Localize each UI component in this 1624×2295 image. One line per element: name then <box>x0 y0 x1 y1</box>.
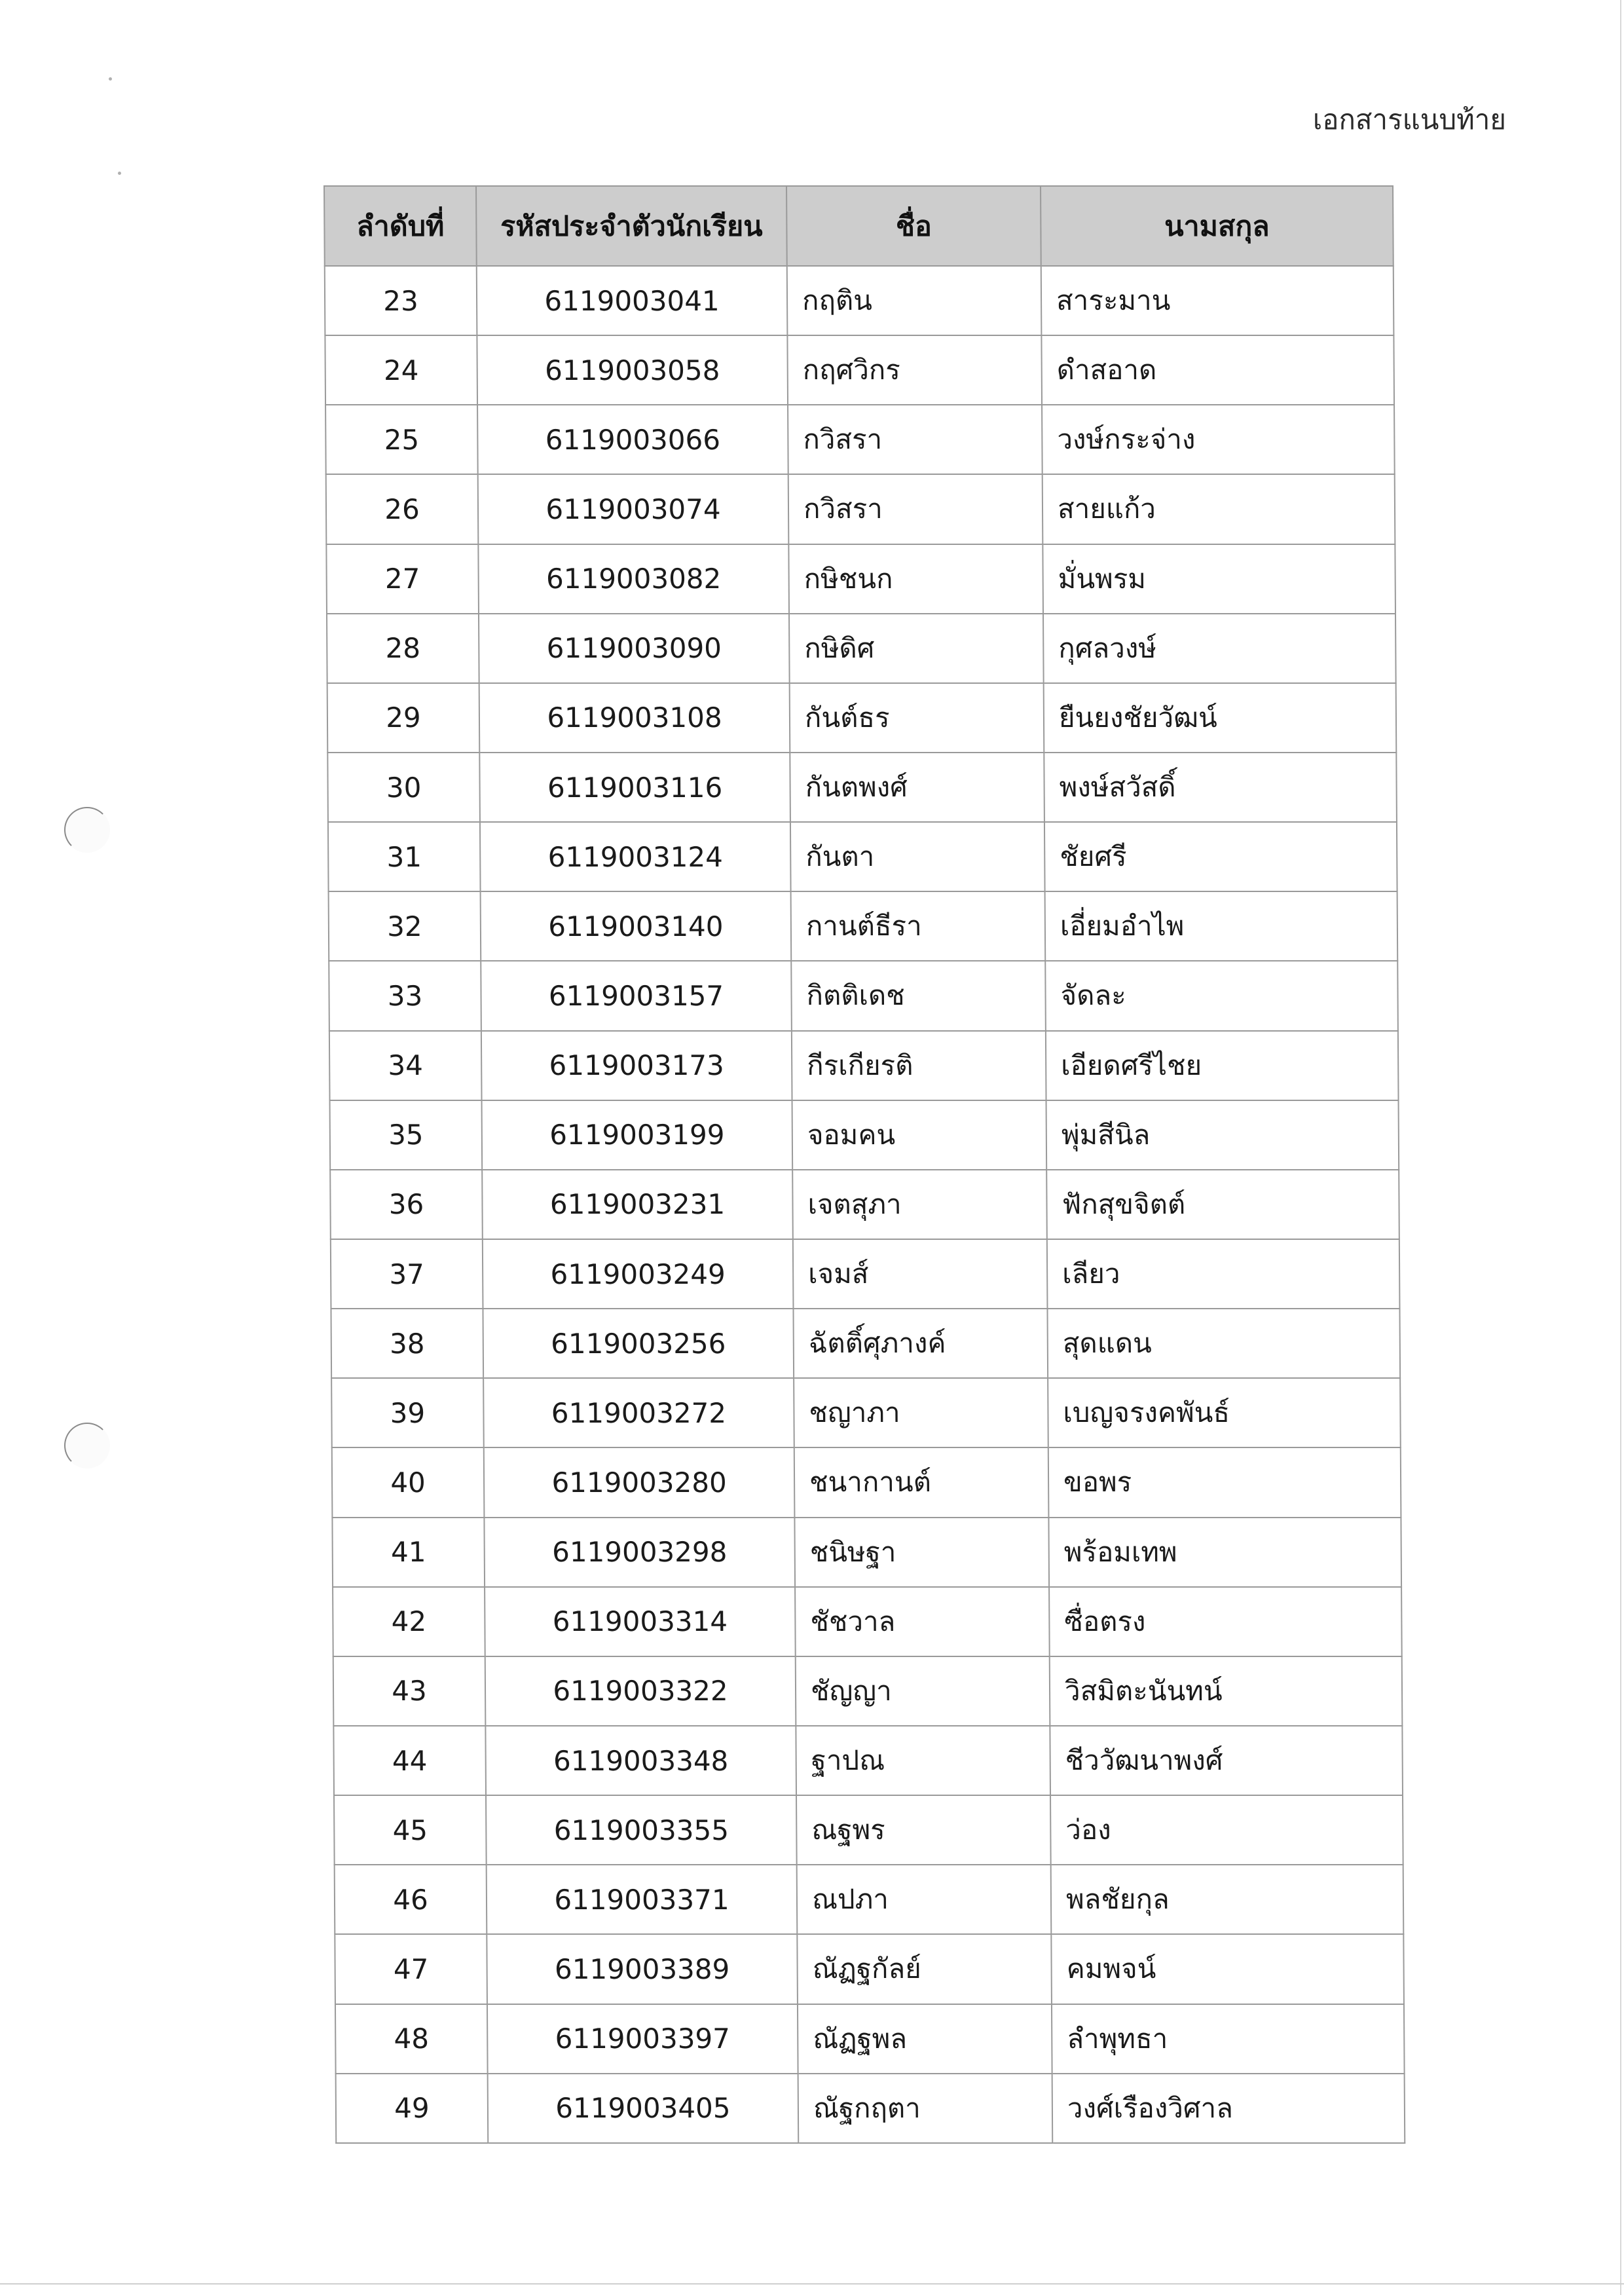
table-row <box>332 1518 1401 1587</box>
punch-hole <box>64 807 110 853</box>
page-edge <box>1620 0 1621 2295</box>
cell-first-name: กฤติน <box>787 266 1042 335</box>
cell-first-name: กวิสรา <box>788 474 1043 544</box>
cell-first-name: กันตพงศ์ <box>790 753 1044 822</box>
cell-last-name: วงษ์กระจ่าง <box>1042 405 1395 474</box>
cell-first-name: ณัฏฐกัลย์ <box>797 1934 1052 2004</box>
cell-last-name: วิสมิตะนันทน์ <box>1050 1656 1403 1726</box>
table-row <box>335 1934 1404 2004</box>
cell-first-name: กิตติเดช <box>791 961 1046 1030</box>
cell-student-id: 6119003389 <box>487 1934 798 2004</box>
cell-first-name: กานต์ธีรา <box>791 891 1046 961</box>
cell-last-name: ซื่อตรง <box>1049 1587 1402 1656</box>
cell-seq: 36 <box>330 1170 483 1239</box>
cell-seq: 35 <box>330 1100 483 1170</box>
cell-last-name: ชัยศรี <box>1044 822 1397 891</box>
cell-seq: 27 <box>326 544 479 614</box>
cell-seq: 47 <box>335 1934 487 2004</box>
cell-seq: 31 <box>328 822 481 891</box>
cell-last-name: จัดละ <box>1045 961 1398 1030</box>
cell-student-id: 6119003124 <box>480 822 791 891</box>
table-row <box>330 1170 1399 1239</box>
cell-last-name: ว่อง <box>1050 1795 1403 1865</box>
scan-speck <box>109 77 112 81</box>
cell-first-name: ณัฐกฤตา <box>798 2074 1053 2143</box>
cell-seq: 32 <box>329 891 481 961</box>
cell-student-id: 6119003256 <box>483 1309 794 1378</box>
cell-student-id: 6119003116 <box>479 753 790 822</box>
cell-first-name: กษิดิศ <box>789 614 1044 683</box>
cell-seq: 28 <box>327 614 479 683</box>
cell-student-id: 6119003371 <box>487 1865 798 1934</box>
cell-first-name: ฉัตติ์ศุภางค์ <box>793 1309 1048 1378</box>
cell-student-id: 6119003108 <box>479 683 790 753</box>
cell-student-id: 6119003074 <box>478 474 789 544</box>
table-row <box>328 822 1397 891</box>
cell-seq: 48 <box>335 2004 488 2074</box>
table-row <box>327 683 1397 753</box>
cell-student-id: 6119003405 <box>488 2074 799 2143</box>
cell-student-id: 6119003322 <box>485 1656 796 1726</box>
cell-last-name: พร้อมเทพ <box>1048 1518 1401 1587</box>
cell-first-name: ชัชวาล <box>795 1587 1050 1656</box>
cell-student-id: 6119003397 <box>487 2004 798 2074</box>
table-row <box>332 1447 1401 1517</box>
table-row <box>329 961 1398 1030</box>
cell-student-id: 6119003090 <box>479 614 790 683</box>
cell-first-name: ชนากานต์ <box>794 1447 1049 1517</box>
cell-student-id: 6119003355 <box>486 1795 797 1865</box>
cell-seq: 49 <box>336 2074 489 2143</box>
header-seq: ลำดับที่ <box>324 186 477 266</box>
table-row <box>329 1031 1399 1100</box>
cell-first-name: ชนิษฐา <box>794 1518 1049 1587</box>
cell-last-name: เบญจรงคพันธ์ <box>1048 1378 1401 1447</box>
cell-seq: 46 <box>335 1865 487 1934</box>
cell-seq: 23 <box>325 266 477 335</box>
cell-last-name: กุศลวงษ์ <box>1043 614 1396 683</box>
cell-first-name: ฐาปณ <box>796 1726 1050 1795</box>
cell-first-name: กันต์ธร <box>790 683 1044 753</box>
table-row <box>325 335 1394 405</box>
cell-first-name: ณฐพร <box>796 1795 1051 1865</box>
cell-first-name: ชัญญา <box>796 1656 1050 1726</box>
cell-seq: 41 <box>332 1518 485 1587</box>
cell-student-id: 6119003082 <box>478 544 789 614</box>
cell-student-id: 6119003058 <box>477 335 788 405</box>
cell-first-name: กันตา <box>790 822 1045 891</box>
header-student-id: รหัสประจำตัวนักเรียน <box>476 186 787 266</box>
cell-first-name: ชญาภา <box>794 1378 1048 1447</box>
header-last-name: นามสกุล <box>1041 186 1393 266</box>
cell-last-name: สุดแดน <box>1047 1309 1400 1378</box>
table-row <box>325 405 1395 474</box>
cell-student-id: 6119003157 <box>481 961 792 1030</box>
cell-last-name: ฟักสุขจิตต์ <box>1046 1170 1399 1239</box>
cell-student-id: 6119003298 <box>484 1518 795 1587</box>
table-row <box>331 1239 1400 1309</box>
table-row <box>336 2074 1405 2143</box>
cell-seq: 25 <box>325 405 478 474</box>
cell-last-name: ดำสอาด <box>1041 335 1394 405</box>
cell-student-id: 6119003249 <box>483 1239 794 1309</box>
table-row <box>335 2004 1405 2074</box>
cell-student-id: 6119003041 <box>477 266 788 335</box>
cell-first-name: กีรเกียรติ <box>792 1031 1046 1100</box>
cell-student-id: 6119003280 <box>484 1447 795 1517</box>
table-body <box>325 266 1405 2143</box>
table-row <box>335 1865 1404 1934</box>
cell-last-name: วงศ์เรืองวิศาล <box>1052 2074 1405 2143</box>
cell-seq: 40 <box>332 1447 485 1517</box>
page-edge <box>0 2283 1624 2285</box>
cell-last-name: สายแก้ว <box>1043 474 1395 544</box>
cell-seq: 37 <box>331 1239 483 1309</box>
cell-student-id: 6119003348 <box>485 1726 796 1795</box>
cell-last-name: ยืนยงชัยวัฒน์ <box>1044 683 1397 753</box>
cell-student-id: 6119003173 <box>481 1031 792 1100</box>
cell-student-id: 6119003140 <box>481 891 792 961</box>
cell-first-name: ณัฏฐพล <box>798 2004 1052 2074</box>
cell-last-name: พลชัยกุล <box>1051 1865 1404 1934</box>
table-row <box>333 1656 1403 1726</box>
table-row <box>325 266 1394 335</box>
cell-last-name: เอียดศรีไชย <box>1046 1031 1399 1100</box>
cell-student-id: 6119003199 <box>482 1100 793 1170</box>
cell-seq: 26 <box>326 474 479 544</box>
table-header-row <box>324 186 1393 266</box>
header-first-name: ชื่อ <box>786 186 1041 266</box>
cell-last-name: พงษ์สวัสดิ์ <box>1044 753 1397 822</box>
cell-first-name: จอมคน <box>792 1100 1047 1170</box>
cell-last-name: พุ่มสีนิล <box>1046 1100 1399 1170</box>
cell-first-name: ณปภา <box>797 1865 1052 1934</box>
cell-last-name: คมพจน์ <box>1051 1934 1404 2004</box>
cell-seq: 24 <box>325 335 477 405</box>
cell-first-name: กฤศวิกร <box>787 335 1042 405</box>
cell-student-id: 6119003231 <box>482 1170 793 1239</box>
student-roster-table <box>323 185 1405 2144</box>
cell-student-id: 6119003272 <box>483 1378 794 1447</box>
cell-seq: 45 <box>334 1795 487 1865</box>
cell-last-name: ขอพร <box>1048 1447 1401 1517</box>
cell-seq: 30 <box>327 753 480 822</box>
cell-seq: 43 <box>333 1656 486 1726</box>
cell-seq: 38 <box>331 1309 483 1378</box>
cell-first-name: เจตสุภา <box>792 1170 1047 1239</box>
table-row <box>333 1587 1402 1656</box>
cell-seq: 39 <box>331 1378 484 1447</box>
cell-seq: 33 <box>329 961 481 1030</box>
cell-last-name: เอี่ยมอำไพ <box>1045 891 1398 961</box>
cell-first-name: กวิสรา <box>788 405 1043 474</box>
cell-first-name: เจมส์ <box>793 1239 1048 1309</box>
table-row <box>334 1795 1403 1865</box>
cell-first-name: กษิชนก <box>788 544 1043 614</box>
table-row <box>331 1309 1400 1378</box>
cell-last-name: ชีววัฒนาพงศ์ <box>1050 1726 1403 1795</box>
cell-last-name: เลียว <box>1047 1239 1400 1309</box>
cell-last-name: ลำพุทธา <box>1052 2004 1405 2074</box>
scan-speck <box>118 172 121 175</box>
cell-student-id: 6119003066 <box>477 405 788 474</box>
cell-seq: 44 <box>333 1726 486 1795</box>
document-label: เอกสารแนบท้าย <box>1312 103 1506 136</box>
cell-last-name: สาระมาน <box>1041 266 1394 335</box>
cell-seq: 42 <box>333 1587 485 1656</box>
cell-seq: 29 <box>327 683 480 753</box>
table-row <box>329 891 1398 961</box>
table-row <box>331 1378 1401 1447</box>
table-row <box>327 753 1397 822</box>
table-row <box>327 614 1396 683</box>
table-row <box>330 1100 1399 1170</box>
cell-seq: 34 <box>329 1031 482 1100</box>
table-row <box>326 474 1395 544</box>
cell-last-name: มั่นพรม <box>1043 544 1395 614</box>
cell-student-id: 6119003314 <box>485 1587 796 1656</box>
punch-hole <box>64 1423 110 1468</box>
table-row <box>333 1726 1403 1795</box>
table-row <box>326 544 1395 614</box>
